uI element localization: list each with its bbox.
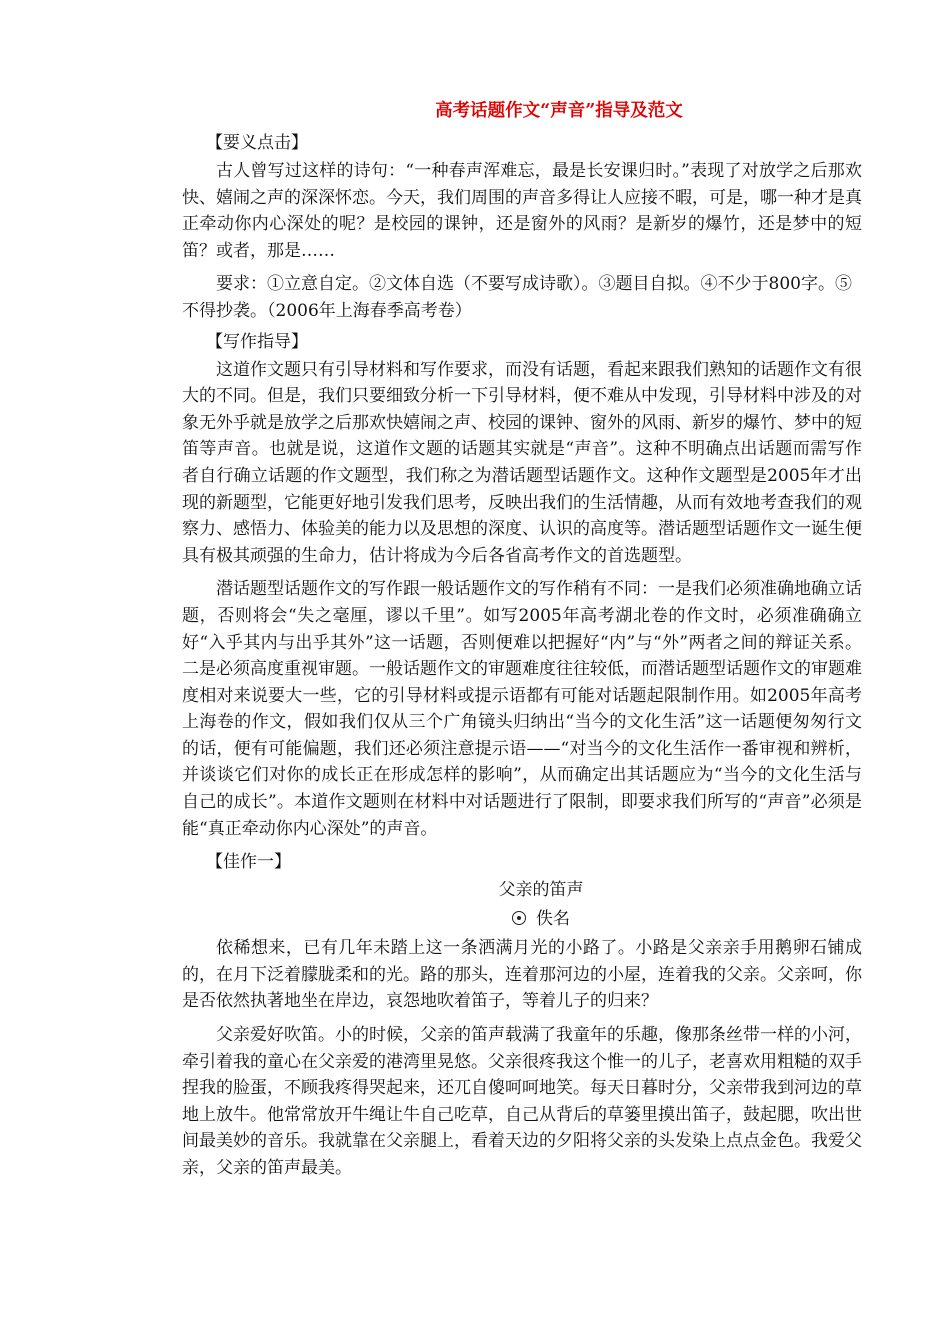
essay-title: 父亲的笛声	[498, 880, 584, 901]
writing-guide-paragraph-1: 这道作文题只有引导材料和写作要求，而没有话题，看起来跟我们熟知的话题作文有很大的不同。但是，我们只要细致分析一下引导材料，便不难从中发现，引导材料中涉及的对象无外乎就是放学之后那欢快嬉闹之声、校园的课钟、窗外的风雨、新岁的爆竹、梦中的短笛等声音。也就是说，这道作文题的话题其实就是“声音”。这种不明确点出话题而需写作者自行确立话题的作文题型，我们称之为潜话题型话题作文。这种作文题型是2005年才出现的新题型，它能更好地引发我们思考，反映出我们的生活情趣，从而有效地考查我们的观察力、感悟力、体验美的能力以及思想的深度、认识的高度等。潜话题型话题作文一诞生便具有极其顽强的生命力，估计将成为今后各省高考作文的首选题型。	[182, 359, 862, 566]
essay-paragraph-1: 依稀想来，已有几年未踏上这一条洒满月光的小路了。小路是父亲亲手用鹅卵石铺成的，在月下泛着朦胧柔和的光。路的那头，连着那河边的小屋，连着我的父亲。父亲呵，你是否依然执著地坐在岸边，哀怨地吹着笛子，等着儿子的归来？	[182, 938, 862, 1012]
document-page	[182, 96, 862, 1189]
writing-guide-paragraph-2: 潜话题型话题作文的写作跟一般话题作文的写作稍有不同：一是我们必须准确地确立话题，否则将会“失之毫厘，谬以千里”。如写2005年高考湖北卷的作文时，必须准确确立好“入乎其内与出乎其外”这一话题，否则便难以把握好“内”与“外”两者之间的辩证关系。二是必须高度重视审题。一般话题作文的审题难度往往较低，而潜话题型话题作文的审题难度相对来说要大一些，它的引导材料或提示语都有可能对话题起限制作用。如2005年高考上海卷的作文，假如我们仅从三个广角镜头归纳出“当今的文化生活”这一话题便匆匆行文的话，便有可能偏题，我们还必须注意提示语——“对当今的文化生活作一番审视和辨析，并谈谈它们对你的成长正在形成怎样的影响”，从而确定出其话题应为“当今的文化生活与自己的成长”。本道作文题则在材料中对话题进行了限制，即要求我们所写的“声音”必须是能“真正牵动你内心深处”的声音。	[182, 579, 862, 839]
essay-author-line	[182, 905, 862, 933]
sample-essay-heading: 【佳作一】	[206, 852, 291, 873]
circled-dot-icon	[512, 911, 526, 925]
key-points-heading: 【要义点击】	[206, 133, 308, 153]
essay-author: 佚名	[536, 909, 570, 930]
essay-paragraph-2: 父亲爱好吹笛。小的时候，父亲的笛声载满了我童年的乐趣，像那条丝带一样的小河，牵引着我的童心在父亲爱的港湾里晃悠。父亲很疼我这个惟一的儿子，老喜欢用粗糙的双手捏我的脸蛋，不顾我疼得哭起来，还兀自傻呵呵地笑。每天日暮时分，父亲带我到河边的草地上放牛。他常常放开牛绳让牛自己吃草，自己从背后的草篓里摸出笛子，鼓起腮，吹出世间最美妙的音乐。我就靠在父亲腿上，看着天边的夕阳将父亲的头发染上点点金色。我爱父亲，父亲的笛声最美。	[182, 1025, 862, 1178]
writing-guide-heading: 【写作指导】	[206, 331, 308, 352]
requirements-paragraph: 要求：①立意自定。②文体自选（不要写成诗歌）。③题目自拟。④不少于800字。⑤不得抄袭。（2006年上海春季高考卷）	[182, 274, 852, 321]
key-points-paragraph: 古人曾写过这样的诗句：“一种春声浑难忘，最是长安课归时。”表现了对放学之后那欢快、嬉闹之声的深深怀恋。今天，我们周围的声音多得让人应接不暇，可是，哪一种才是真正牵动你内心深处的呢？是校园的课钟，还是窗外的风雨？是新岁的爆竹，还是梦中的短笛？或者，那是……	[182, 161, 862, 261]
document-title: 高考话题作文“声音”指导及范文	[435, 101, 683, 121]
